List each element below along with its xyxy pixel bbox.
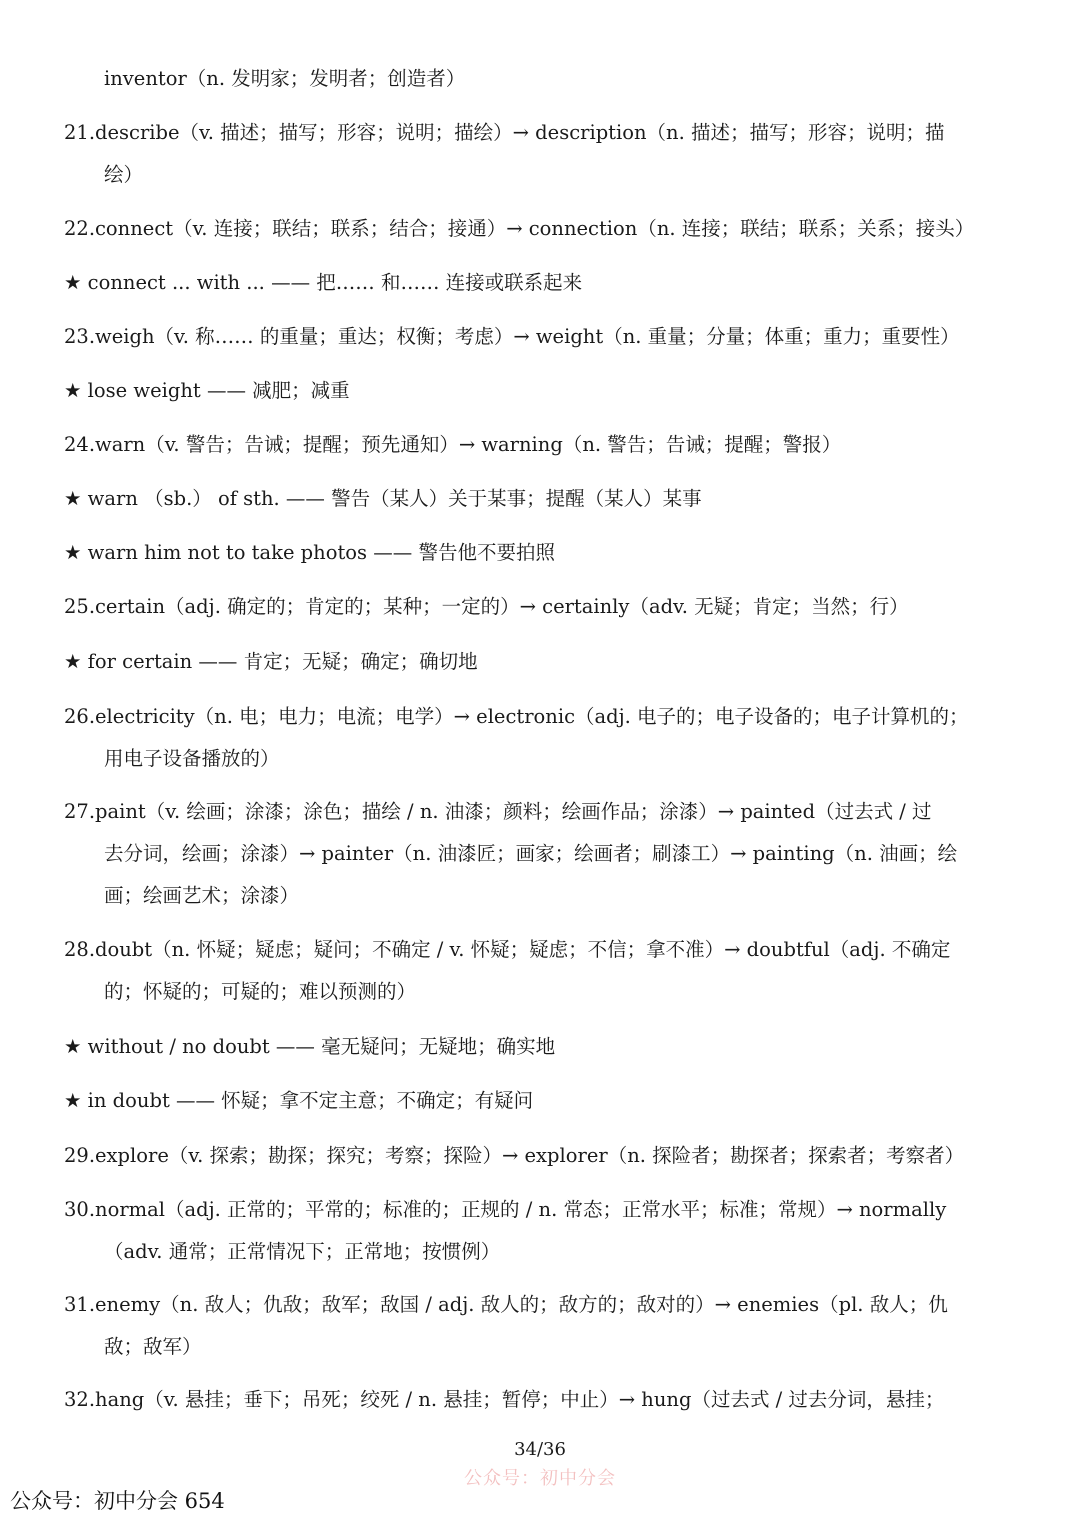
entry-text: connect（v. 连接；联结；联系；结合；接通）→ connection（n. 连接；联结；联系；关系；接头） [95,217,975,240]
vocab-entry-line [64,1379,1034,1421]
entry-continuation-line: 敌；敌军） [104,1335,202,1358]
entry-text: doubt（n. 怀疑；疑虑；疑问；不确定 / v. 怀疑；疑虑；不信；拿不准）→ doubtful（adj. 不确定 [95,938,951,961]
entry-continuation-line: （adv. 通常；正常情况下；正常地；按惯例） [104,1240,501,1263]
entry-number: 31. [64,1293,96,1316]
entry-number: 27. [64,800,96,823]
entry-number: 21. [64,121,96,144]
entry-text: normal（adj. 正常的；平常的；标准的；正规的 / n. 常态；正常水平；标准；常规）→ normally [95,1198,947,1221]
vocab-entry-line [64,586,1034,628]
entry-text: weigh（v. 称…… 的重量；重达；权衡；考虑）→ weight（n. 重量；分量；体重；重力；重要性） [95,325,960,348]
vocab-entry-line [64,316,1034,358]
phrase-line: ★ in doubt —— 怀疑；拿不定主意；不确定；有疑问 [64,1089,534,1112]
entry-number: 26. [64,705,96,728]
entry-text: enemy（n. 敌人；仇敌；敌军；敌国 / adj. 敌人的；敌方的；敌对的）→ enemies（pl. 敌人；仇 [95,1293,948,1316]
entry-continuation-line: 的；怀疑的；可疑的；难以预测的） [104,980,417,1003]
entry-text: explore（v. 探索；勘探；探究；考察；探险）→ explorer（n. 探险者；勘探者；探索者；考察者） [95,1144,965,1167]
vocab-entry-line [64,1284,1034,1326]
vocab-entry-line [64,791,1034,833]
entry-continuation-line: 绘） [104,163,144,186]
phrase-line: ★ connect ... with ... —— 把…… 和…… 连接或联系起来 [64,271,583,294]
entry-number: 32. [64,1388,96,1411]
phrase-line: ★ without / no doubt —— 毫无疑问；无疑地；确实地 [64,1035,556,1058]
vocab-entry-line [64,929,1034,971]
entry-number: 30. [64,1198,96,1221]
entry-continuation-line: 用电子设备播放的） [104,747,280,770]
vocab-entry-line [64,696,1034,738]
entry-text: describe（v. 描述；描写；形容；说明；描绘）→ description（n. 描述；描写；形容；说明；描 [95,121,945,144]
entry-continuation-line: 去分词，绘画；涂漆）→ painter（n. 油漆匠；画家；绘画者；刷漆工）→ painting（n. 油画；绘 [104,842,958,865]
page-number: 34/36 [514,1439,566,1460]
entry-number: 23. [64,325,96,348]
vocab-entry-line [64,1135,1034,1177]
entry-text: hang（v. 悬挂；垂下；吊死；绞死 / n. 悬挂；暂停；中止）→ hung（过去式 / 过去分词，悬挂； [95,1388,945,1411]
entry-text: paint（v. 绘画；涂漆；涂色；描绘 / n. 油漆；颜料；绘画作品；涂漆）→ painted（过去式 / 过 [95,800,932,823]
entry-text: warn（v. 警告；告诫；提醒；预先通知）→ warning（n. 警告；告诫；提醒；警报） [95,433,842,456]
entry-number: 25. [64,595,96,618]
entry-number: 29. [64,1144,96,1167]
vocab-entry-line [64,112,1034,154]
vocab-entry-line: inventor（n. 发明家；发明者；创造者） [104,67,466,90]
entry-text: electricity（n. 电；电力；电流；电学）→ electronic（adj. 电子的；电子设备的；电子计算机的； [95,705,969,728]
vocab-entry-line [64,208,1034,250]
footer-account: 公众号：初中分会 654 [10,1489,225,1513]
entry-continuation-line: 画；绘画艺术；涂漆） [104,884,300,907]
vocab-entry-line [64,1189,1034,1231]
phrase-line: ★ warn （sb.） of sth. —— 警告（某人）关于某事；提醒（某人）某事 [64,487,702,510]
phrase-line: ★ for certain —— 肯定；无疑；确定；确切地 [64,650,478,673]
phrase-line: ★ warn him not to take photos —— 警告他不要拍照 [64,541,555,564]
vocab-entry-line [64,424,1034,466]
entry-number: 24. [64,433,96,456]
watermark-text: 公众号：初中分会 [464,1468,616,1489]
entry-number: 28. [64,938,96,961]
entry-text: certain（adj. 确定的；肯定的；某种；一定的）→ certainly（adv. 无疑；肯定；当然；行） [95,595,909,618]
entry-number: 22. [64,217,96,240]
phrase-line: ★ lose weight —— 减肥；减重 [64,379,350,402]
